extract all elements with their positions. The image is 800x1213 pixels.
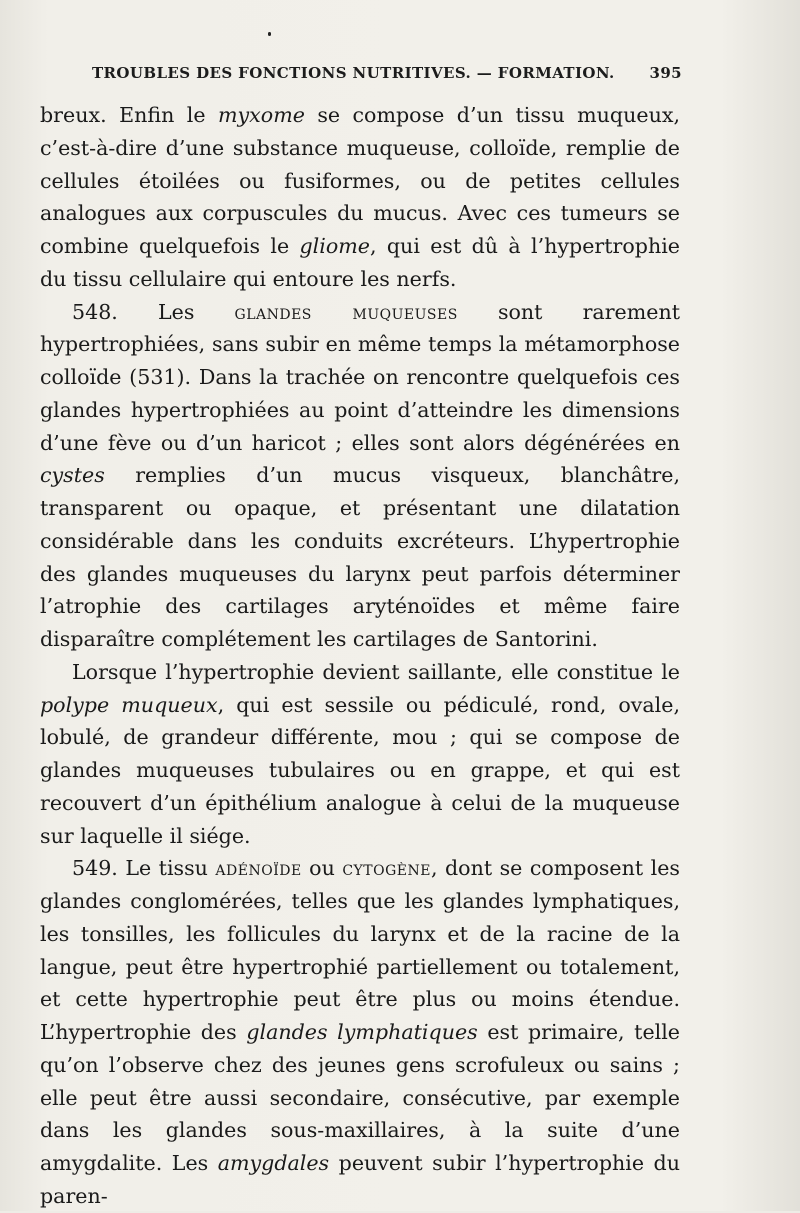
text-run: est primaire, telle qu’on l’observe chez des jeunes gens scrofuleux ou sains ; elle peut être aussi secondaire, consécutive, par exemple dans les glandes sous-maxillaires, à la suite d’une amygdalite. Les [40,1020,680,1175]
term-polype-muqueux: polype muqueux [40,692,218,717]
term-cystes: cystes [40,463,105,488]
text-run: , dont se composent les glandes conglomérées, telles que les glandes lymphatiques, les tonsilles, les follicules du larynx et de la racine de la langue, peut être hypertrophié partiellement ou totalement, et cette hypertrophie peut être plus ou moins étendue. L’hypertrophie des [40,856,680,1044]
term-gliome: gliome [299,234,370,258]
term-myxome: myxome [218,103,305,127]
section-number: 548. [72,299,118,324]
term-amygdales: amygdales [217,1151,330,1175]
text-run: ou [301,856,343,881]
text-run: sont rarement hypertrophiées, sans subir en même temps la métamorphose colloïde (531). Dans la trachée on rencontre quelquefois ces glandes hypertrophiées au point d’atteindre les dimensions d’une fève ou d’un haricot ; elles sont alors dégénérées en [40,299,680,455]
ink-speck [268,32,271,36]
text-run: , qui est dû à l’hypertrophie du tissu cellulaire qui entoure les nerfs. [40,234,680,291]
running-head [92,64,682,88]
text-run: Le tissu [117,856,216,881]
paragraph-polype [40,656,680,853]
heading-term: adénoïde [215,856,302,881]
text-run: , qui est sessile ou pédiculé, rond, ovale, lobulé, de grandeur différente, mou ; qui se compose de glandes muqueuses tubulaires ou en grappe, et qui est recouvert d’un épithélium analogue à celui de la muqueuse sur laquelle il siége. [40,692,680,848]
paragraph-548 [40,296,680,656]
paragraph-continuation [40,99,680,296]
text-run: Lorsque l’hypertrophie devient saillante, elle constitue le [72,659,680,684]
text-run: Les [117,299,235,324]
paragraph-549 [40,852,680,1212]
term-glandes-lymphatiques: glandes lymphatiques [246,1020,478,1044]
heading-term: cytogène [342,856,431,881]
text-run: remplies d’un mucus visqueux, blanchâtre, transparent ou opaque, et présentant une dilatation considérable dans les conduits excréteurs. L’hypertrophie des glandes muqueuses du larynx peut parfois déterminer l’atrophie des cartilages aryténoïdes et même faire disparaître complétement les cartilages de Santorini. [40,463,680,651]
body-text [40,99,680,1213]
text-run: se compose d’un tissu muqueux, c’est-à-dire d’une substance muqueuse, colloïde, remplie de cellules étoilées ou fusiformes, ou de petites cellules analogues aux corpuscules du mucus. Avec ces tumeurs se combine quelquefois le [40,103,680,258]
page-number: 395 [649,64,682,82]
text-run: breux. Enfin le [40,103,219,127]
running-head-title: TROUBLES DES FONCTIONS NUTRITIVES. — FORMATION. [92,64,615,82]
section-number: 549. [72,856,118,881]
text-run: peuvent subir l’hypertrophie du paren- [40,1151,680,1208]
heading-term: glandes muqueuses [234,299,458,324]
